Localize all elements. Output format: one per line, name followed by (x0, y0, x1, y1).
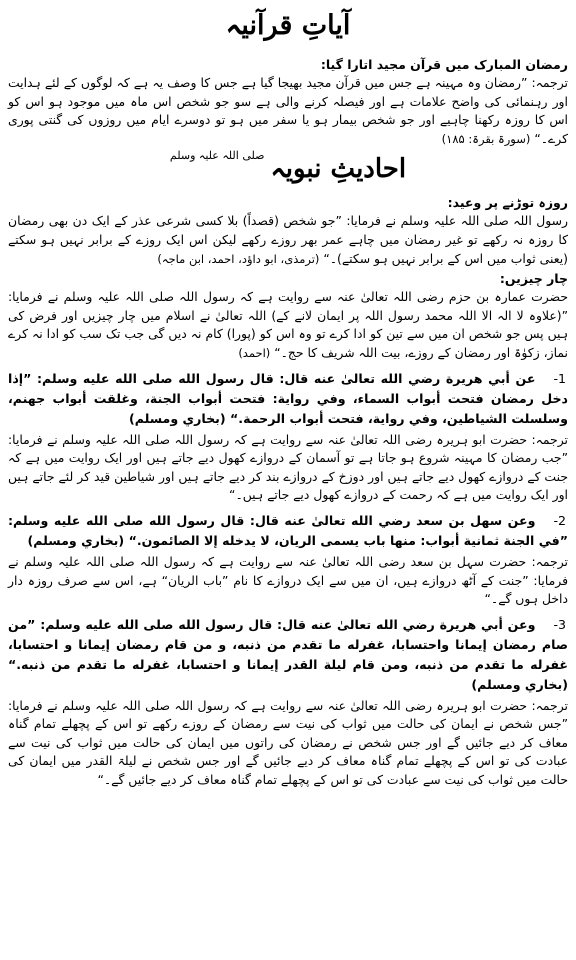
hadith-translation: ترجمہ: حضرت ابو ہریرہ رضی اللہ تعالیٰ عنہ سے روایت ہے کہ رسول اللہ صلی اللہ علیہ وسلم نے فرمایا: ”جب رمضان کا مہینہ شروع ہو جاتا ہے تو آسمان کے دروازے کھول دیے جاتے ہیں اور ایک روایت میں ہے کہ جنت کے دروازے کھول دیے جاتے ہیں اور دوزخ کے دروازے بند کر دیے جاتے ہیں اور شیاطین قید کر لئے جاتے ہیں اور ایک روایت میں ہے کہ رحمت کے دروازے کھول دیے جاتے ہیں۔“ (8, 431, 568, 503)
hadith-arabic (8, 511, 568, 551)
hadith-translation: ترجمہ: حضرت سہل بن سعد رضی اللہ تعالیٰ عنہ سے روایت ہے کہ رسول اللہ صلی اللہ علیہ وسلم نے فرمایا: ”جنت کے آٹھ دروازے ہیں، ان میں سے ایک دروازے کا نام ”باب الریان“ ہے، اس سے صرف روزہ دار داخل ہوں گے۔“ (8, 553, 568, 607)
hadith-arabic-reference: (بخاري ومسلم) (27, 532, 125, 548)
four-things-heading: چار چیزیں: (499, 271, 568, 287)
hadith-translation: ترجمہ: حضرت ابو ہریرہ رضی اللہ تعالیٰ عنہ سے روایت ہے کہ رسول اللہ صلی اللہ علیہ وسلم نے فرمایا: ”جس شخص نے ایمان کی حالت میں ثواب کی نیت سے رمضان کے روزے رکھے تو اس کے پچھلے تمام گناہ معاف کر دیے جائیں گے اور جس شخص نے رمضان کی راتوں میں ایمان کی حالت میں ثواب کی نیت سے عبادت کی تو اس کے پچھلے تمام گناہ معاف کر دیے جائیں گے اور جس شخص نے لیلۃ القدر میں ایمان کی حالت میں ثواب کی نیت سے عبادت کی تو اس کے پچھلے تمام گناہ معاف کر دیے جائیں گے۔“ (8, 697, 568, 788)
quran-translation (8, 74, 568, 148)
hadith-arabic-text: وعن أبي هريرة رضي الله تعالىٰ عنه قال: قال رسول الله صلى الله عليه وسلم: ”من صام رمضان إيمانا واحتسابا، غفرله ما تقدم من ذنبه، و من قام رمضان إيمانا و احتسابا، غفرله ما تقدم من ذنبه، ومن قام ليلة القدر إيمانا و احتسابا، غفرله ما تقدم من ذنبه.“ (8, 616, 568, 672)
four-things-paragraph (8, 288, 568, 362)
fasting-reference: (ترمذی، ابو داؤد، احمد، ابن ماجہ) (157, 251, 320, 266)
hadith-number: 3- (553, 616, 566, 632)
hadith-arabic (8, 369, 568, 429)
hadith-arabic-text: عن أبي هريرة رضي الله تعالىٰ عنه قال: قال رسول الله صلى الله عليه وسلم: ”إذا دخل رمضان فتحت أبواب السماء، وفي رواية: فتحت أبواب الجنة، وغلقت أبواب جهنم، وسلسلت الشياطين، وفي رواية، فتحت أبواب الرحمة.“ (8, 370, 568, 426)
quran-heading: رمضان المبارک میں قرآن مجید اتارا گیا: (320, 57, 568, 72)
fasting-paragraph (8, 212, 568, 268)
four-things-reference: (احمد) (238, 345, 271, 360)
hadith-arabic-reference: (بخاري ومسلم) (128, 410, 226, 426)
page-title: آیاتِ قرآنیہ (225, 10, 351, 41)
hadith-arabic-text: وعن سهل بن سعد رضي الله تعالىٰ عنه قال: قال رسول الله صلى الله عليه وسلم: ”في الجنة ثمانية أبواب: منها باب يسمى الريان، لا يدخله إلا الصائمون.“ (8, 512, 568, 548)
hadith-arabic-reference: (بخاري ومسلم) (471, 676, 568, 692)
fasting-text: رسول اللہ صلی اللہ علیہ وسلم نے فرمایا: ”جو شخص (قصداً) بلا کسی شرعی عذر کے ایک دن بھی رمضان کا روزہ نہ رکھے تو غیر رمضان میں چاہے عمر بھر روزے رکھے لیکن اس ایک روزے کے برابر نہیں ہو سکتے (یعنی ثواب میں اس کے برابر نہیں ہو سکتے)۔“ (8, 213, 568, 266)
hadith-section-title (8, 150, 568, 188)
quran-text: ترجمہ: ”رمضان وہ مہینہ ہے جس میں قرآن مجید بھیجا گیا ہے جس کا وصف یہ ہے کہ لوگوں کے لئے ہدایت اور رہنمائی کی واضح علامات ہے اور فیصلہ کرنے والی ہے سو جو شخص اس ماہ میں موجود ہو اس کو اس کا روزہ رکھنا چاہیے اور جو شخص بیمار ہو یا سفر میں ہو تو دوسرے ایام میں روزوں کی گنتی پوری کرے۔“ (8, 75, 568, 146)
hadith-number: 2- (553, 512, 566, 528)
salutation-symbol: صلی اللہ علیہ وسلم (169, 149, 265, 163)
hadith-title-text: احادیثِ نبویہ (270, 154, 407, 185)
four-things-text: حضرت عمارہ بن حزم رضی اللہ تعالیٰ عنہ سے روایت ہے کہ رسول اللہ صلی اللہ علیہ وسلم نے فرمایا: ”(علاوہ لا الہ الا اللہ محمد رسول اللہ پر ایمان لانے کے) اللہ تعالیٰ نے اسلام میں چار چیزیں اور فرض کی ہیں پس جو شخص ان میں سے تین کو ادا کرے تو وہ اس کو (پورا) کام نہ دیں گی جب تک سب کو ادا نہ کرے نماز، زکوٰۃ اور رمضان کے روزے، بیت اللہ شریف کا حج۔“ (8, 289, 568, 360)
hadith-arabic (8, 615, 568, 695)
quran-reference: (سورۃ بقرۃ: ۱۸۵) (441, 131, 531, 146)
fasting-heading: روزہ توڑنے پر وعید: (447, 195, 568, 211)
hadith-number: 1- (553, 370, 566, 386)
